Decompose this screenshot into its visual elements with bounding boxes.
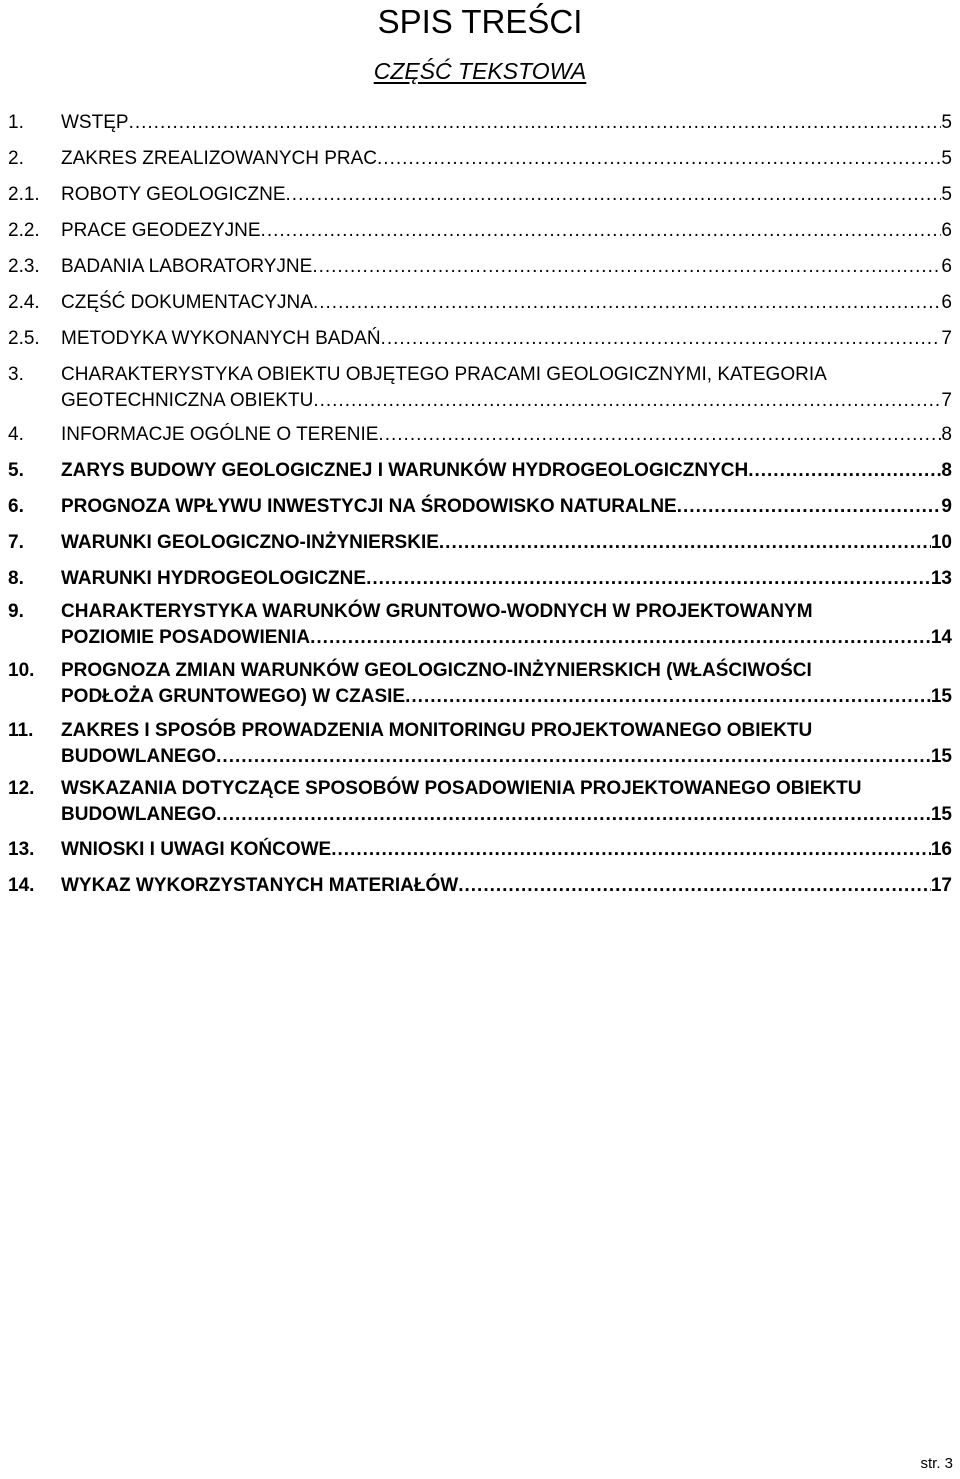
toc-leader-dots — [129, 110, 942, 136]
toc-entry-title-line: PROGNOZA ZMIAN WARUNKÓW GEOLOGICZNO-INŻYNIERSKICH (WŁAŚCIWOŚCI — [61, 660, 812, 681]
toc-entry-number: 12. — [8, 778, 35, 799]
toc-leader-dots — [677, 494, 942, 520]
toc-entry-number: 9. — [8, 601, 24, 622]
toc-entry-number: 7. — [8, 532, 24, 553]
toc-entry-title: BUDOWLANEGO — [61, 804, 217, 825]
toc-entry-number: 10. — [8, 660, 35, 681]
toc-entry-page: 5 — [941, 148, 952, 169]
toc-leader-dots — [286, 182, 942, 208]
toc-entry-page: 16 — [930, 839, 952, 860]
toc-entry-title: ZARYS BUDOWY GEOLOGICZNEJ I WARUNKÓW HYDROGEOLOGICZNYCH — [61, 460, 749, 481]
toc-leader-dots — [381, 326, 942, 352]
toc-entry-title: POZIOMIE POSADOWIENIA — [61, 627, 311, 648]
toc-entry-number: 5. — [8, 460, 24, 481]
toc-leader-dots — [313, 290, 941, 316]
toc-entry-title: CZĘŚĆ DOKUMENTACYJNA — [61, 292, 313, 313]
toc-entry-title: WYKAZ WYKORZYSTANYCH MATERIAŁÓW — [61, 875, 459, 896]
toc-entry-page: 15 — [930, 746, 952, 767]
toc-leader-dots — [458, 873, 931, 899]
toc-entry-page: 15 — [930, 686, 952, 707]
toc-entry-title-line: CHARAKTERYSTYKA OBIEKTU OBJĘTEGO PRACAMI GEOLOGICZNYMI, KATEGORIA — [61, 364, 827, 385]
toc-entry-page: 5 — [941, 112, 952, 133]
toc-entry-title: ROBOTY GEOLOGICZNE — [61, 184, 286, 205]
toc-entry-number: 2.2. — [8, 220, 40, 241]
toc-entry-title-line: CHARAKTERYSTYKA WARUNKÓW GRUNTOWO-WODNYCH W PROJEKTOWANYM — [61, 601, 813, 622]
page-title: SPIS TREŚCI — [377, 3, 583, 40]
toc-entry-title: ZAKRES ZREALIZOWANYCH PRAC — [61, 148, 378, 169]
toc-entry-number: 2.1. — [8, 184, 40, 205]
toc-entry-title: BUDOWLANEGO — [61, 746, 217, 767]
toc-leader-dots — [313, 388, 941, 414]
subtitle-text: CZĘŚĆ TEKSTOWA — [373, 58, 587, 84]
toc-entry-number: 2. — [8, 148, 24, 169]
toc-entry-number: 11. — [8, 720, 34, 741]
toc-leader-dots — [377, 146, 941, 172]
toc-entry-number: 14. — [8, 875, 35, 896]
toc-entry-title: WSTĘP — [61, 112, 129, 133]
toc-entry-title-line: ZAKRES I SPOSÓB PROWADZENIA MONITORINGU PROJEKTOWANEGO OBIEKTU — [61, 720, 813, 741]
toc-leader-dots — [312, 254, 941, 280]
toc-leader-dots — [261, 218, 942, 244]
toc-entry-page: 17 — [930, 875, 952, 896]
toc-entry-page: 7 — [941, 328, 952, 349]
toc-leader-dots — [366, 566, 931, 592]
toc-entry-title: WARUNKI GEOLOGICZNO-INŻYNIERSKIE — [61, 532, 439, 553]
toc-entry-page: 9 — [941, 496, 952, 517]
toc-entry-number: 3. — [8, 364, 24, 385]
toc-entry-title: WARUNKI HYDROGEOLOGICZNE — [61, 568, 367, 589]
toc-leader-dots — [216, 802, 931, 828]
toc-entry-page: 10 — [930, 532, 952, 553]
toc-entry-title: METODYKA WYKONANYCH BADAŃ — [61, 328, 381, 349]
toc-entry-number: 1. — [8, 112, 24, 133]
toc-entry-page: 6 — [941, 256, 952, 277]
toc-entry-number: 13. — [8, 839, 35, 860]
toc-entry-page: 6 — [941, 220, 952, 241]
toc-entry-page: 8 — [941, 460, 952, 481]
toc-leader-dots — [748, 458, 941, 484]
toc-leader-dots — [378, 422, 941, 448]
toc-entry-page: 7 — [941, 390, 952, 411]
toc-entry-title-line: WSKAZANIA DOTYCZĄCE SPOSOBÓW POSADOWIENIA PROJEKTOWANEGO OBIEKTU — [61, 778, 862, 799]
toc-leader-dots — [310, 625, 931, 651]
toc-entry-number: 8. — [8, 568, 24, 589]
toc-leader-dots — [405, 684, 931, 710]
toc-entry-title: GEOTECHNICZNA OBIEKTU — [61, 390, 314, 411]
toc-entry-page: 6 — [941, 292, 952, 313]
toc-entry-page: 5 — [941, 184, 952, 205]
toc-entry-number: 2.5. — [8, 328, 40, 349]
toc-leader-dots — [331, 837, 931, 863]
toc-entry-title: PRACE GEODEZYJNE — [61, 220, 261, 241]
toc-entry-title: BADANIA LABORATORYJNE — [61, 256, 313, 277]
toc-entry-page: 13 — [930, 568, 952, 589]
toc-entry-page: 15 — [930, 804, 952, 825]
toc-entry-number: 2.3. — [8, 256, 40, 277]
toc-entry-title: PROGNOZA WPŁYWU INWESTYCJI NA ŚRODOWISKO NATURALNE — [61, 496, 677, 517]
toc-entry-number: 6. — [8, 496, 24, 517]
toc-entry-title: PODŁOŻA GRUNTOWEGO) W CZASIE — [61, 686, 406, 707]
toc-entry-title: INFORMACJE OGÓLNE O TERENIE — [61, 424, 379, 445]
toc-entry-title: WNIOSKI I UWAGI KOŃCOWE — [61, 839, 332, 860]
toc-leader-dots — [216, 744, 931, 770]
toc-leader-dots — [439, 530, 931, 556]
toc-entry-number: 4. — [8, 424, 24, 445]
toc-entry-page: 14 — [930, 627, 952, 648]
page-number-footer: str. 3 — [920, 1455, 953, 1472]
toc-entry-number: 2.4. — [8, 292, 40, 313]
section-subtitle — [0, 56, 960, 86]
toc-entry-page: 8 — [941, 424, 952, 445]
